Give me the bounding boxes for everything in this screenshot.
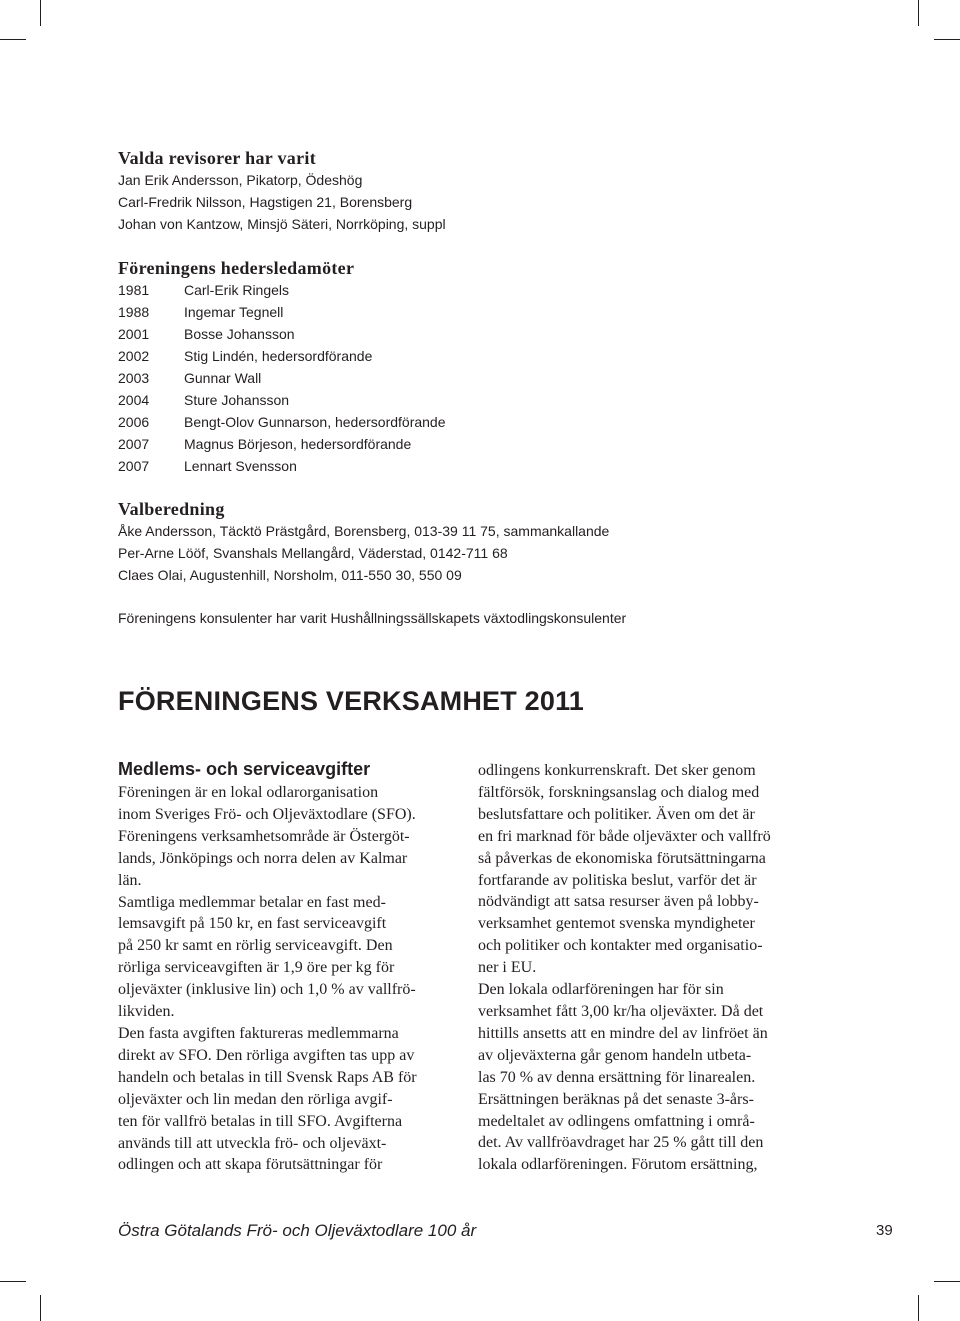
- text-line: inom Sveriges Frö- och Oljeväxtodlare (SFO).: [118, 805, 416, 823]
- text-line: används till att utveckla frö- och oljeväxt-: [118, 1134, 387, 1152]
- member-name: Bengt-Olov Gunnarson, hedersordförande: [184, 414, 446, 430]
- text-line: och politiker och kontakter med organisatio-: [478, 937, 763, 955]
- text-line: ner i EU.: [478, 959, 537, 977]
- nomination-heading: Valberedning: [118, 499, 225, 519]
- nomination-line: Åke Andersson, Täcktö Prästgård, Borensberg, 013-39 11 75, sammankallande: [118, 523, 610, 539]
- text-line: Föreningen är en lokal odlarorganisation: [118, 784, 379, 801]
- member-name: Bosse Johansson: [184, 326, 295, 342]
- text-line: fältförsök, forskningsanslag och dialog med: [478, 783, 760, 801]
- nomination-line: Per-Arne Lööf, Svanshals Mellangård, Väderstad, 0142-711 68: [118, 545, 508, 561]
- auditors-heading: Valda revisorer har varit: [118, 148, 316, 168]
- text-line: lokala odlarföreningen. Förutom ersättning,: [478, 1156, 758, 1174]
- nomination-line: Claes Olai, Augustenhill, Norsholm, 011-550 30, 550 09: [118, 567, 462, 583]
- page-number: 39: [876, 1222, 893, 1239]
- text-line: nödvändigt att satsa resurser även på lobby-: [478, 893, 759, 911]
- member-name: Stig Lindén, hedersordförande: [184, 348, 373, 364]
- text-line: Den lokala odlarföreningen har för sin: [478, 981, 724, 999]
- crop-mark: [40, 0, 41, 26]
- crop-mark: [918, 1295, 919, 1321]
- text-line: likviden.: [118, 1003, 175, 1021]
- text-line: odlingens konkurrenskraft. Det sker genom: [478, 762, 756, 779]
- auditor-line: Carl-Fredrik Nilsson, Hagstigen 21, Borensberg: [118, 194, 413, 210]
- footer-title: Östra Götalands Frö- och Oljeväxtodlare 100 år: [118, 1221, 477, 1240]
- crop-mark: [0, 1281, 26, 1282]
- text-line: en fri marknad för både oljeväxter och vallfrö: [478, 827, 771, 845]
- text-line: verksamhet fått 3,00 kr/ha oljeväxter. Då det: [478, 1002, 764, 1020]
- article-right-column: [478, 760, 771, 1176]
- text-line: oljeväxter (inklusive lin) och 1,0 % av vallfrö-: [118, 981, 416, 999]
- text-line: direkt av SFO. Den rörliga avgiften tas upp av: [118, 1046, 415, 1064]
- text-line: på 250 kr samt en rörlig serviceavgift. Den: [118, 937, 393, 955]
- text-line: Föreningens verksamhetsområde är Östergöt-: [118, 827, 410, 845]
- text-line: så påverkas de ekonomiska förutsättningarna: [478, 849, 766, 867]
- text-line: ten för vallfrö betalas in till SFO. Avgifterna: [118, 1112, 403, 1130]
- text-line: rörliga serviceavgiften är 1,9 öre per kg för: [118, 959, 395, 977]
- text-line: fortfarande av politiska beslut, varför det är: [478, 871, 757, 889]
- member-year: 2002: [118, 348, 150, 364]
- text-line: handeln och betalas in till Svensk Raps AB för: [118, 1068, 417, 1086]
- text-line: beslutsfattare och politiker. Även om det är: [478, 805, 755, 823]
- member-year: 2007: [118, 436, 150, 452]
- member-year: 2001: [118, 326, 150, 342]
- member-year: 1981: [118, 282, 150, 298]
- member-name: Carl-Erik Ringels: [184, 282, 290, 298]
- member-name: Ingemar Tegnell: [184, 304, 284, 320]
- auditor-line: Johan von Kantzow, Minsjö Säteri, Norrköping, suppl: [118, 216, 446, 232]
- article-subheading: Medlems- och serviceavgifter: [118, 759, 371, 779]
- auditor-line: Jan Erik Andersson, Pikatorp, Ödeshög: [118, 172, 363, 188]
- consultants-line: Föreningens konsulenter har varit Hushållningssällskapets växtodlingskonsulenter: [118, 610, 627, 626]
- text-line: län.: [118, 871, 142, 889]
- text-line: av oljeväxterna går genom handeln utbeta-: [478, 1046, 752, 1064]
- text-line: Ersättningen beräknas på det senaste 3-års-: [478, 1090, 754, 1108]
- text-line: oljeväxter och lin medan den rörliga avgif-: [118, 1090, 393, 1108]
- text-line: las 70 % av denna ersättning för linarealen.: [478, 1068, 756, 1086]
- member-year: 2003: [118, 370, 150, 386]
- member-name: Magnus Börjeson, hedersordförande: [184, 436, 412, 452]
- text-line: Den fasta avgiften faktureras medlemmarna: [118, 1024, 399, 1042]
- honorary-heading: Föreningens hedersledamöter: [118, 258, 355, 278]
- member-name: Lennart Svensson: [184, 458, 297, 474]
- text-line: lemsavgift på 150 kr, en fast serviceavgift: [118, 915, 387, 933]
- crop-mark: [918, 0, 919, 26]
- member-year: 1988: [118, 304, 150, 320]
- crop-mark: [934, 39, 960, 40]
- text-line: hittills ansetts att en mindre del av linfröet än: [478, 1024, 768, 1042]
- member-name: Gunnar Wall: [184, 370, 262, 386]
- text-line: verksamhet gentemot svenska myndigheter: [478, 915, 755, 933]
- main-title: FÖRENINGENS VERKSAMHET 2011: [118, 686, 585, 716]
- text-line: odlingen och att skapa förutsättningar för: [118, 1156, 383, 1174]
- member-year: 2007: [118, 458, 150, 474]
- member-name: Sture Johansson: [184, 392, 290, 408]
- crop-mark: [934, 1281, 960, 1282]
- text-line: det. Av vallfröavdraget har 25 % gått till den: [478, 1134, 764, 1152]
- crop-mark: [0, 39, 26, 40]
- text-line: Samtliga medlemmar betalar en fast med-: [118, 893, 386, 911]
- text-line: lands, Jönköpings och norra delen av Kalmar: [118, 849, 408, 867]
- text-line: medeltalet av odlingens omfattning i områ-: [478, 1112, 755, 1130]
- article-left-column: [118, 782, 417, 1176]
- member-year: 2004: [118, 392, 150, 408]
- member-year: 2006: [118, 414, 150, 430]
- crop-mark: [40, 1295, 41, 1321]
